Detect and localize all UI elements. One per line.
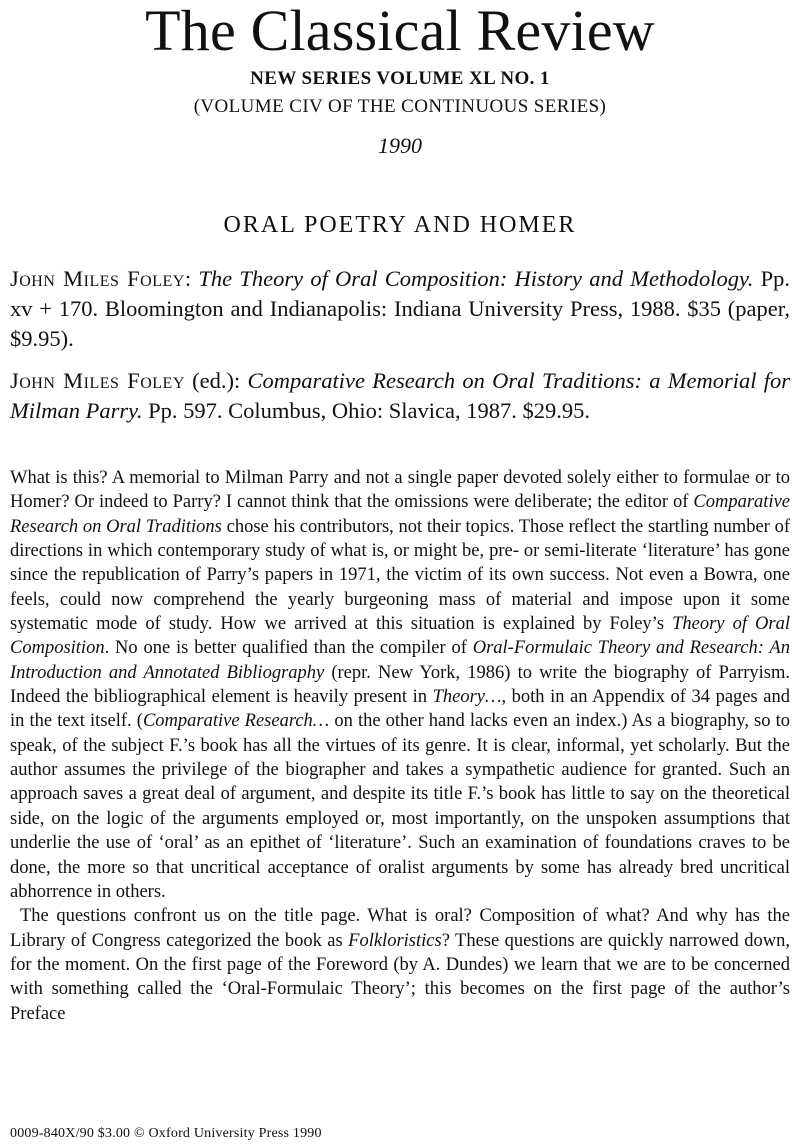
body-text: ? These questions are quickly narrowed down, for the moment. On the first page of the Foreword (by A. Dundes) we learn that we are to be concerned with something called the ‘Oral-Formulaic Theory’; this becomes on the first page of the author’s Preface xyxy=(10,930,790,1024)
book-reference-1 xyxy=(10,264,790,354)
journal-title: The Classical Review xyxy=(145,0,655,63)
body-text: (repr. New York, 1986) to write the biography of Parryism. Indeed the bibliographical element is heavily present in xyxy=(10,662,790,708)
body-text: What is this? A memorial to Milman Parry and not a single paper devoted solely either to formulae or to Homer? Or indeed to Parry? I cannot think that the omissions were deliberate; the editor of xyxy=(10,468,790,513)
body-text: on the other hand lacks even an index.) As a biography, so to speak, of the subject F.’s book has all the virtues of its genre. It is clear, informal, yet scholarly. But the author assumes the privilege of the biographer and takes a sympathetic audience for granted. Such an approach saves a great deal of argument, and despite its title F.’s book has little to say on the theoretical side, on the logic of the arguments employed or, most importantly, on the unspoken assumptions that underlie the use of ‘oral’ as an epithet of ‘literature’. Such an examination of foundations craves to be done, the more so that uncritical acceptance of oralist arguments by some has already bred uncritical abhorrence in others. xyxy=(10,711,790,902)
reference-details: Pp. 597. Columbus, Ohio: Slavica, 1987. $29.95. xyxy=(148,398,591,423)
body-italic-title: Oral-Formulaic Theory and Research: An Introduction and Annotated Bibliography xyxy=(10,638,790,683)
body-italic-title: Theory of Oral Composition xyxy=(10,614,791,659)
article-title: ORAL POETRY AND HOMER xyxy=(223,212,577,238)
reference-author: John Miles Foley xyxy=(10,368,185,393)
body-italic-title: Theory… xyxy=(432,687,502,708)
continuous-series-line: (VOLUME CIV OF THE CONTINUOUS SERIES) xyxy=(193,96,607,117)
body-text: , both in an Appendix of 34 pages and in the text itself. ( xyxy=(10,687,790,732)
series-line: NEW SERIES VOLUME XL NO. 1 xyxy=(250,68,550,89)
body-text: . No one is better qualified than the compiler of xyxy=(104,638,473,659)
book-reference-2 xyxy=(10,366,790,426)
reference-details: Pp. xv + 170. Bloomington and Indianapolis: Indiana University Press, 1988. $35 (paper, $9.95). xyxy=(10,266,791,351)
reference-author-suffix: : xyxy=(184,266,192,291)
reference-author: John Miles Foley xyxy=(10,266,185,291)
body-text: The questions confront us on the title page. What is oral? Composition of what? And why has the Library of Congress categorized the book as xyxy=(10,906,790,951)
body-paragraph-1 xyxy=(10,466,790,904)
body-text: chose his contributors, not their topics. Those reflect the startling number of directions in which contemporary study of what is, or might be, pre- or semi-literate ‘literature’ has gone since the republication of Parry’s papers in 1971, the victim of its own success. Not even a Bowra, one feels, could now comprehend the yearly burgeoning mass of material and impose upon it some systematic mode of study. How we arrived at this situation is explained by Foley’s xyxy=(10,516,790,635)
reference-author-suffix: (ed.): xyxy=(192,368,241,393)
body-italic-title: Comparative Research on Oral Traditions xyxy=(10,492,790,537)
body-paragraph-2 xyxy=(10,904,790,1026)
body-italic-title: Folkloristics xyxy=(348,930,442,951)
publication-year: 1990 xyxy=(378,133,422,158)
body-italic-title: Comparative Research… xyxy=(142,711,330,732)
reference-title: Comparative Research on Oral Traditions: a Memorial for Milman Parry. xyxy=(10,368,791,423)
copyright-footer: 0009-840X/90 $3.00 © Oxford University Press 1990 xyxy=(10,1126,322,1141)
review-body xyxy=(10,466,790,1026)
reference-title: The Theory of Oral Composition: History and Methodology. xyxy=(198,266,754,291)
